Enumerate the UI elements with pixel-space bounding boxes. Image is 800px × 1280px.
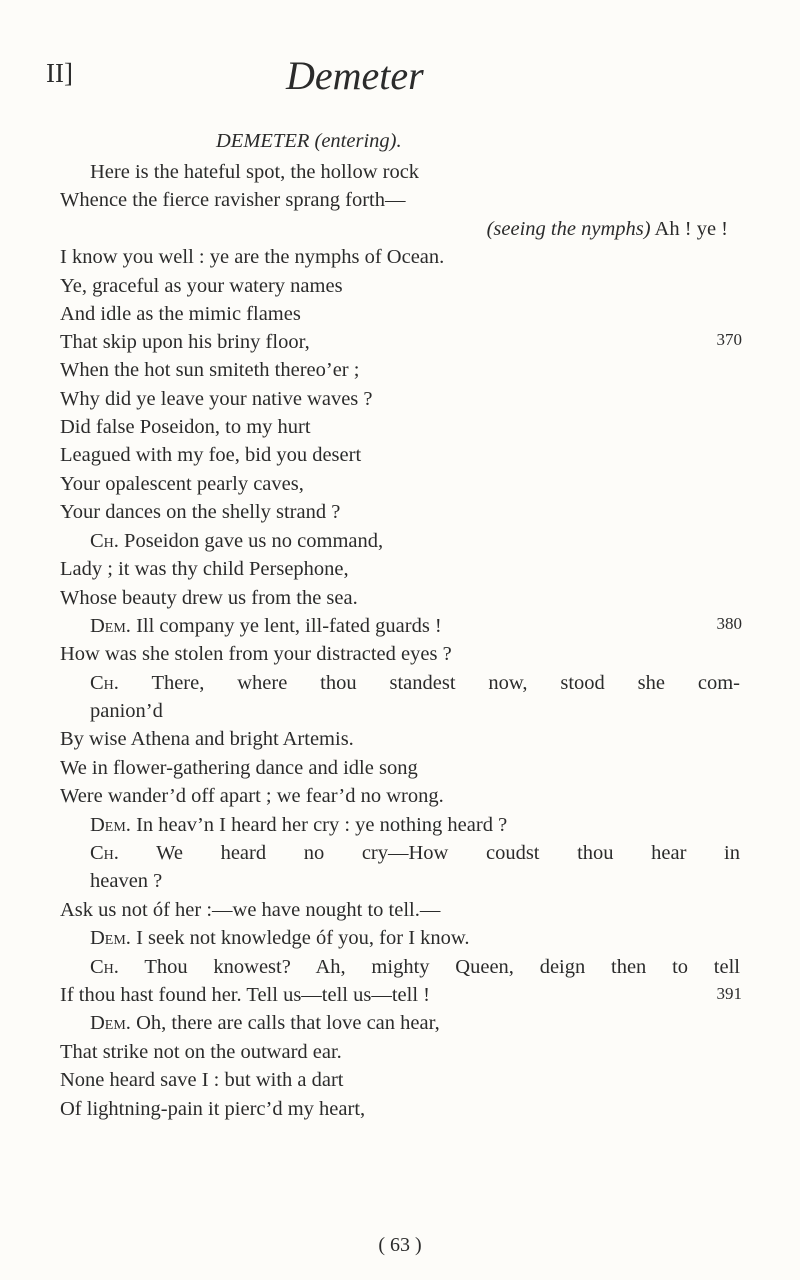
verse-line <box>90 1009 740 1037</box>
verse-line: We in flower-gathering dance and idle song <box>60 757 418 779</box>
speaker-label: Dem. <box>90 615 131 637</box>
speaker-heading <box>216 127 740 155</box>
page-number: ( 63 ) <box>378 1234 422 1256</box>
verse-line <box>90 839 740 867</box>
verse-line-text: Oh, there are calls that love can hear, <box>136 1012 440 1034</box>
speaker-label: Dem. <box>90 1012 131 1034</box>
verse-line-continuation: panion’d <box>90 700 163 722</box>
verse-line: Were wander’d off apart ; we fear’d no wrong. <box>60 785 444 807</box>
verse-line: Your dances on the shelly strand ? <box>60 501 341 523</box>
verse-line: Whose beauty drew us from the sea. <box>60 587 358 609</box>
stage-direction: (entering). <box>314 130 402 152</box>
verse-line <box>90 612 740 640</box>
speaker-label: Ch. <box>90 956 119 978</box>
verse-line <box>90 527 740 555</box>
verse-line: Your opalescent pearly caves, <box>60 473 304 495</box>
verse-line <box>90 953 740 981</box>
verse-line: That strike not on the outward ear. <box>60 1041 342 1063</box>
verse-line: How was she stolen from your distracted eyes ? <box>60 643 452 665</box>
verse-line-text: We heard no cry—How coudst thou hear in <box>156 842 740 864</box>
verse-line-text: Ill company ye lent, ill-fated guards ! <box>136 615 442 637</box>
verse-line: None heard save I : but with a dart <box>60 1069 344 1091</box>
line-number: 380 <box>716 614 742 633</box>
verse-line: That skip upon his briny floor, <box>60 331 310 353</box>
verse-line: Why did ye leave your native waves ? <box>60 388 373 410</box>
verse-line-text: Thou knowest? Ah, mighty Queen, deign then to tell <box>144 956 740 978</box>
stage-direction: (seeing the nymphs) <box>486 218 651 240</box>
running-header <box>0 53 800 110</box>
verse-line-text: There, where thou standest now, stood she com- <box>151 672 740 694</box>
verse-line: Leagued with my foe, bid you desert <box>60 444 362 466</box>
verse-line-text: Ah ! ye ! <box>650 218 728 240</box>
speaker-label: Ch. <box>90 672 119 694</box>
verse-line-continuation: heaven ? <box>90 870 163 892</box>
verse-line: Ask us not óf her :—we have nought to tell.— <box>60 899 441 921</box>
line-number: 391 <box>716 984 742 1003</box>
speaker-label: Dem. <box>90 814 131 836</box>
verse-line: When the hot sun smiteth thereo’er ; <box>60 359 360 381</box>
verse-line <box>90 811 740 839</box>
verse-line-text: Poseidon gave us no command, <box>124 530 384 552</box>
running-title: Demeter <box>286 53 424 98</box>
verse-line: Ye, graceful as your watery names <box>60 275 343 297</box>
verse-line <box>90 924 740 952</box>
verse-line-text: I seek not knowledge óf you, for I know. <box>136 927 470 949</box>
speaker-label: Ch. <box>90 530 119 552</box>
verse-line: Lady ; it was thy child Persephone, <box>60 558 349 580</box>
part-number: II] <box>46 58 73 88</box>
verse-line: Of lightning-pain it pierc’d my heart, <box>60 1098 366 1120</box>
verse-line <box>90 669 740 697</box>
verse-line-text: In heav’n I heard her cry : ye nothing heard ? <box>136 814 508 836</box>
verse-line <box>487 215 728 243</box>
speaker-label: Ch. <box>90 842 119 864</box>
speaker-label: Dem. <box>90 927 131 949</box>
speaker-heading-name: DEMETER <box>216 130 310 152</box>
verse-line: By wise Athena and bright Artemis. <box>60 728 354 750</box>
verse-line: I know you well : ye are the nymphs of Ocean. <box>60 246 445 268</box>
verse-line: If thou hast found her. Tell us—tell us—tell ! <box>60 984 430 1006</box>
verse-line: Did false Poseidon, to my hurt <box>60 416 311 438</box>
verse-line: Whence the fierce ravisher sprang forth— <box>60 189 406 211</box>
verse-line: And idle as the mimic flames <box>60 303 301 325</box>
verse-line: Here is the hateful spot, the hollow rock <box>90 161 420 183</box>
line-number: 370 <box>716 330 742 349</box>
